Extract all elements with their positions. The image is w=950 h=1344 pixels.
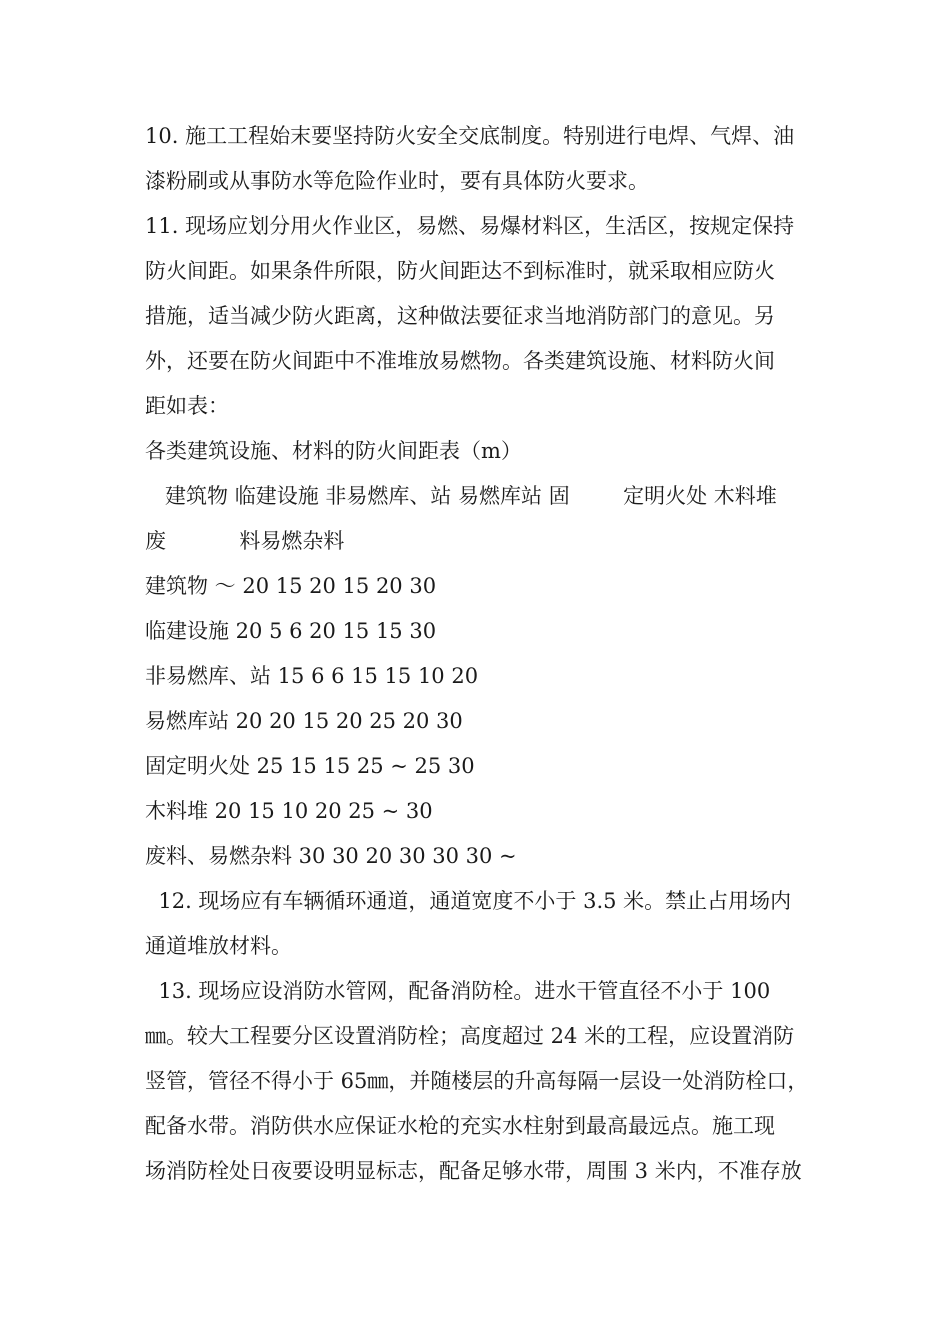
text-line: 11. 现场应划分用火作业区，易燃、易爆材料区，生活区，按规定保持 xyxy=(145,214,795,238)
text-line: 12. 现场应有车辆循环通道，通道宽度不小于 3.5 米。禁止占用场内 xyxy=(145,889,792,913)
text-line: 漆粉刷或从事防水等危险作业时，要有具体防火要求。 xyxy=(145,169,649,193)
table-row: 非易燃库、站 15 6 6 15 15 10 20 xyxy=(145,664,479,688)
table-header-line: 废 料易燃杂料 xyxy=(145,529,345,553)
text-line: ㎜。较大工程要分区设置消防栓；高度超过 24 米的工程，应设置消防 xyxy=(145,1024,795,1048)
table-row: 木料堆 20 15 10 20 25 ~ 30 xyxy=(145,799,433,823)
text-line: 通道堆放材料。 xyxy=(145,934,292,958)
table-header-line: 建筑物 临建设施 非易燃库、站 易燃库站 固 定明火处 木料堆 xyxy=(145,484,777,508)
table-row: 固定明火处 25 15 15 25 ~ 25 30 xyxy=(145,754,475,778)
text-line: 措施，适当减少防火距离，这种做法要征求当地消防部门的意见。另 xyxy=(145,304,775,328)
table-row: 建筑物 ～ 20 15 20 15 20 30 xyxy=(145,574,437,598)
text-line: 10. 施工工程始末要坚持防火安全交底制度。特别进行电焊、气焊、油 xyxy=(145,124,795,148)
table-title: 各类建筑设施、材料的防火间距表（m） xyxy=(145,439,522,463)
text-line: 13. 现场应设消防水管网，配备消防栓。进水干管直径不小于 100 xyxy=(145,979,771,1003)
table-row: 易燃库站 20 20 15 20 25 20 30 xyxy=(145,709,463,733)
table-row: 废料、易燃杂料 30 30 20 30 30 30 ~ xyxy=(145,844,517,868)
text-line: 外，还要在防火间距中不准堆放易燃物。各类建筑设施、材料防火间 xyxy=(145,349,775,373)
text-line: 场消防栓处日夜要设明显标志，配备足够水带，周围 3 米内，不准存放 xyxy=(145,1159,802,1183)
text-line: 距如表： xyxy=(145,394,229,418)
text-line: 配备水带。消防供水应保证水枪的充实水柱射到最高最远点。施工现 xyxy=(145,1114,775,1138)
table-row: 临建设施 20 5 6 20 15 15 30 xyxy=(145,619,437,643)
text-line: 竖管，管径不得小于 65㎜，并随楼层的升高每隔一层设一处消防栓口， xyxy=(145,1069,809,1093)
text-line: 防火间距。如果条件所限，防火间距达不到标准时，就采取相应防火 xyxy=(145,259,775,283)
